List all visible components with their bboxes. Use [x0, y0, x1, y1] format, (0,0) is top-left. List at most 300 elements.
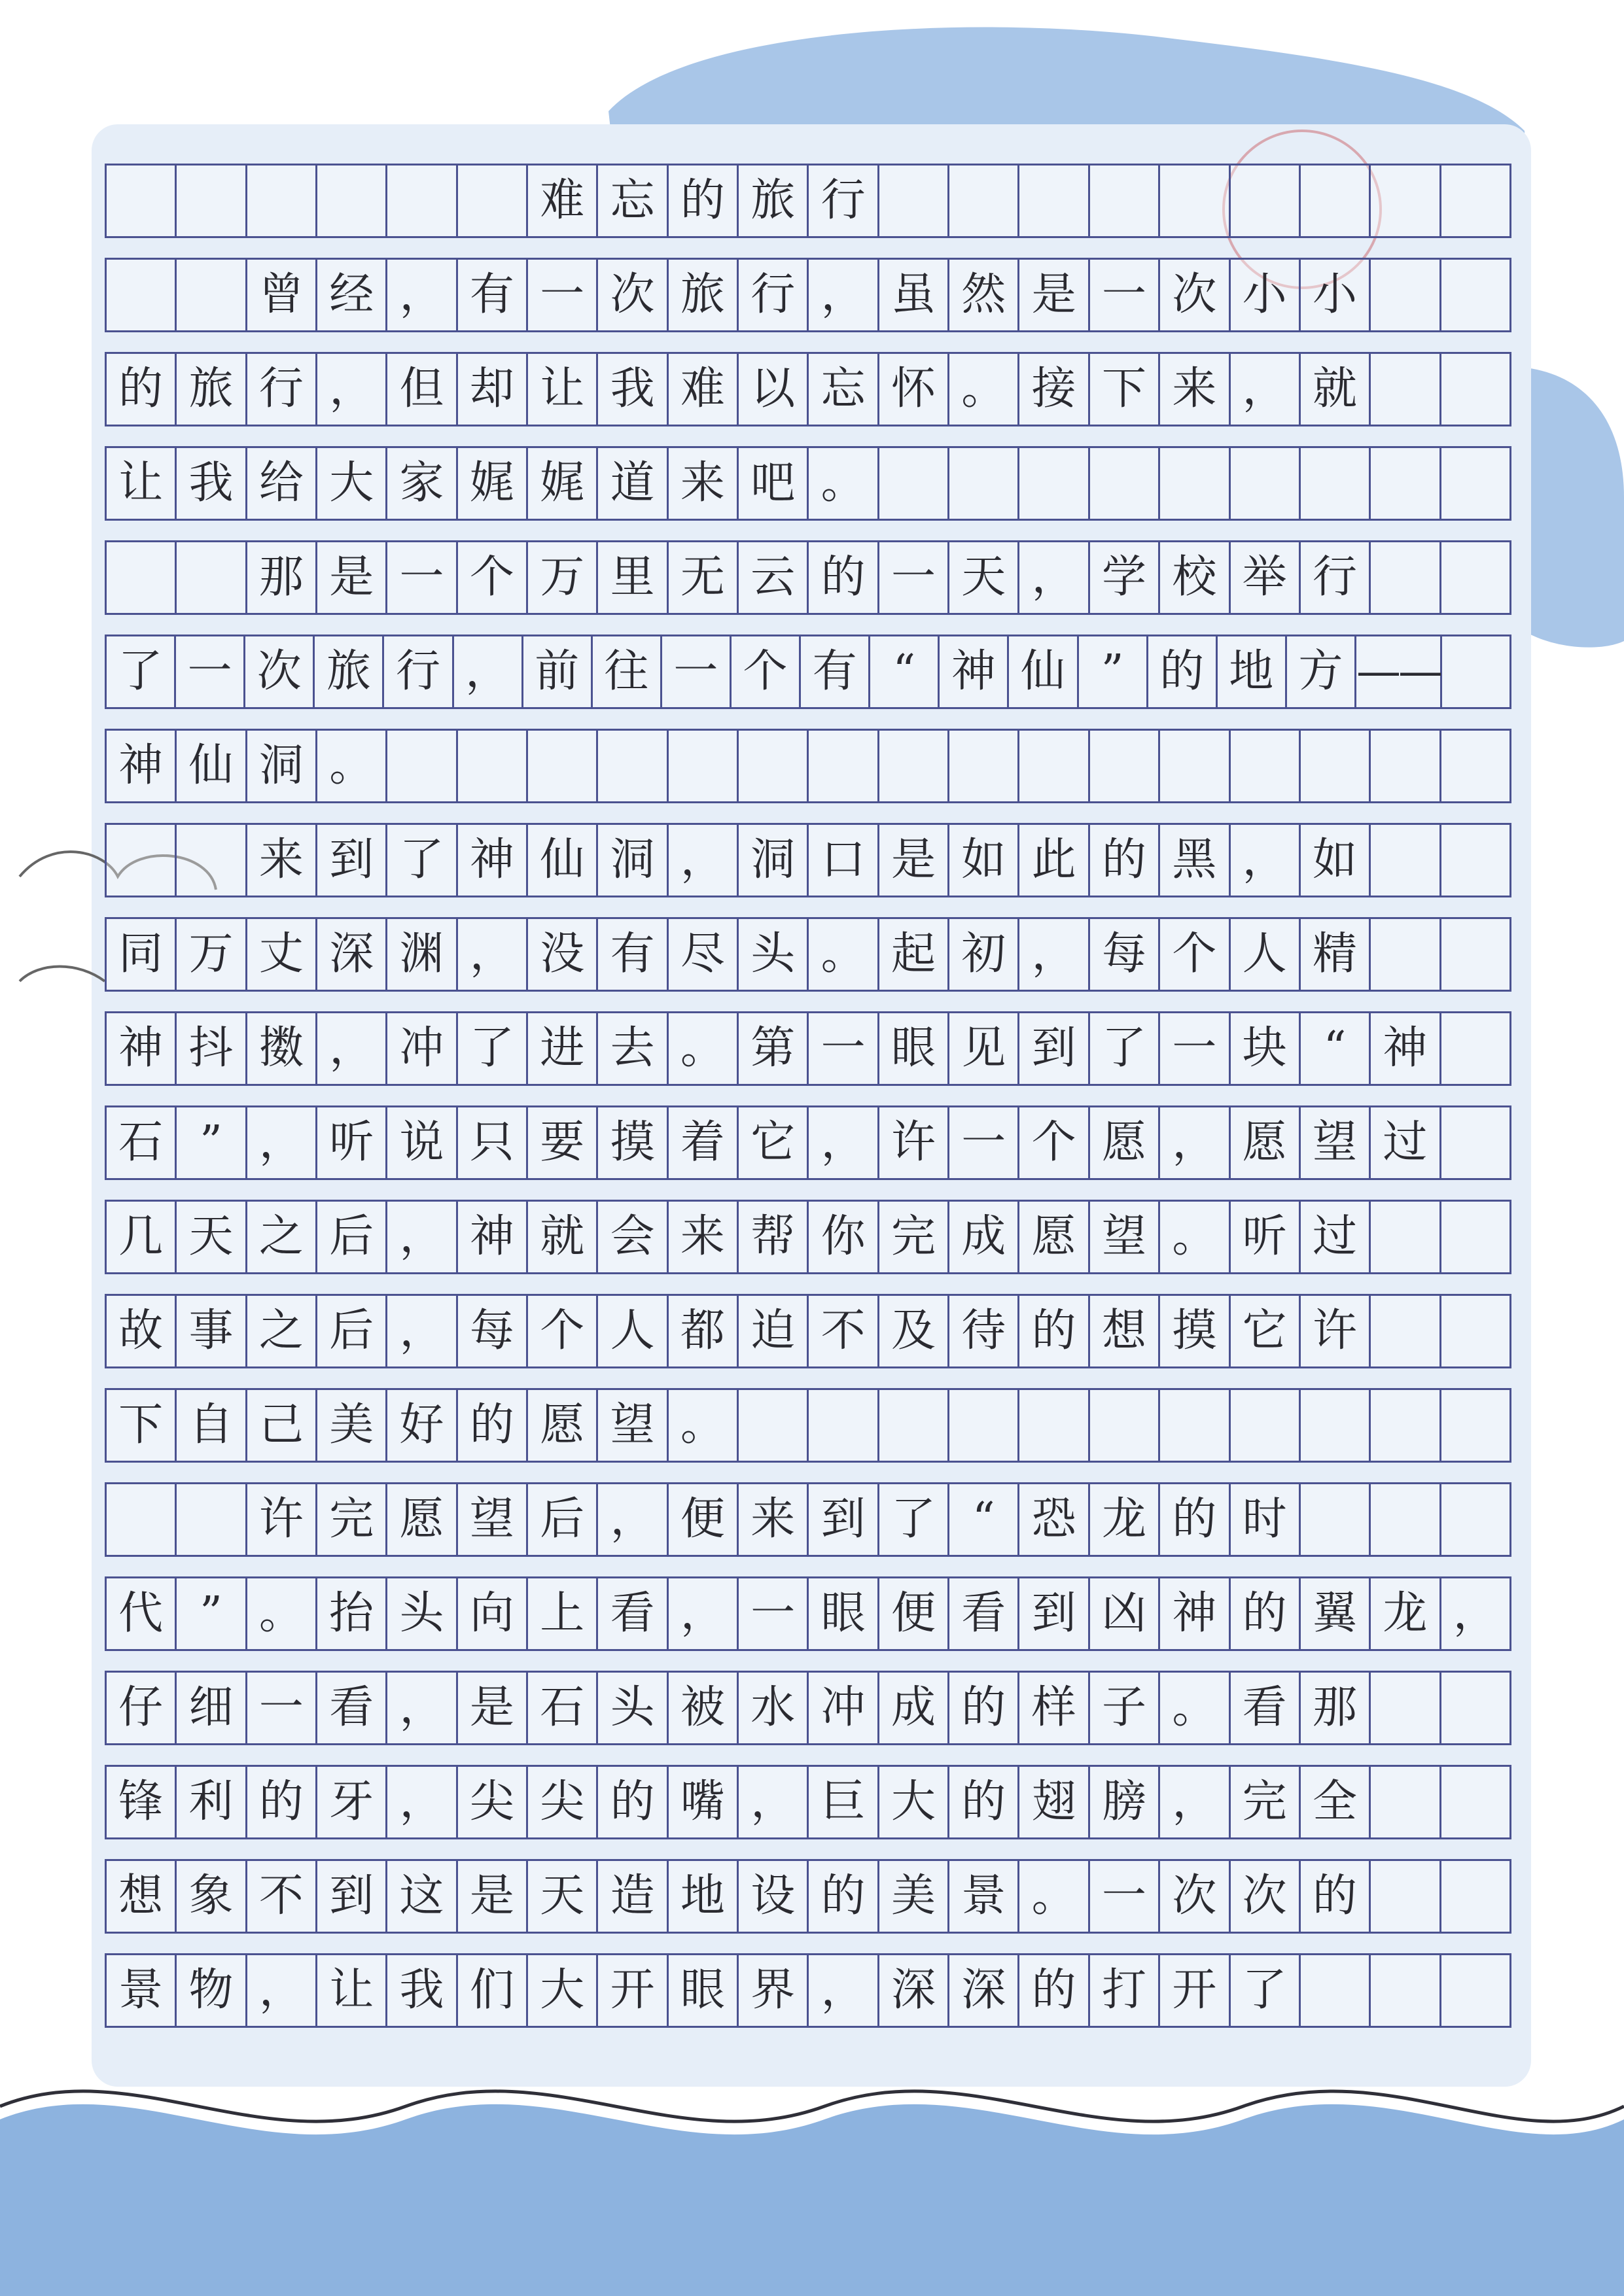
grid-cell [1441, 1202, 1509, 1272]
grid-cell: 一 [247, 1673, 317, 1743]
grid-cell [949, 1390, 1019, 1461]
grid-cell: 摸 [1160, 1296, 1230, 1366]
grid-cell: 样 [1019, 1673, 1089, 1743]
grid-cell: 我 [387, 1955, 457, 2026]
grid-cell: 见 [949, 1013, 1019, 1084]
grid-cell: 行 [809, 165, 879, 236]
grid-cell: 大 [317, 448, 387, 519]
grid-cell: 景 [949, 1861, 1019, 1932]
grid-cell: 的 [1301, 1861, 1371, 1932]
grid-cell [1371, 1955, 1441, 2026]
grid-cell: 次 [1160, 260, 1230, 330]
grid-cell: 。 [247, 1578, 317, 1649]
grid-cell: ” [177, 1578, 247, 1649]
grid-cell: 初 [949, 919, 1019, 990]
grid-cell: 。 [809, 919, 879, 990]
grid-cell: 的 [949, 1767, 1019, 1837]
grid-cell [1441, 542, 1509, 613]
grid-cell: 虽 [879, 260, 949, 330]
grid-cell: 每 [1090, 919, 1160, 990]
grid-cell: ， [317, 1013, 387, 1084]
grid-cell: 旅 [739, 165, 809, 236]
grid-cell: 全 [1301, 1767, 1371, 1837]
grid-cell: 了 [879, 1484, 949, 1555]
grid-cell [949, 448, 1019, 519]
grid-cell: 冲 [387, 1013, 457, 1084]
grid-cell: 仙 [528, 825, 598, 896]
grid-cell: 。 [1019, 1861, 1089, 1932]
grid-cell: 一 [1160, 1013, 1230, 1084]
grid-cell [1371, 1202, 1441, 1272]
grid-cell: 一 [1090, 1861, 1160, 1932]
grid-cell [598, 731, 668, 801]
grid-cell: 时 [1231, 1484, 1301, 1555]
grid-cell: 愿 [387, 1484, 457, 1555]
grid-cell: 道 [598, 448, 668, 519]
grid-cell: 有 [458, 260, 528, 330]
grid-cell: ， [454, 636, 523, 707]
grid-cell: 大 [879, 1767, 949, 1837]
grid-cell [669, 731, 739, 801]
grid-cell [1231, 448, 1301, 519]
grid-cell: 每 [458, 1296, 528, 1366]
text-row [105, 917, 1511, 992]
grid-cell [1371, 1296, 1441, 1366]
grid-cell: 上 [528, 1578, 598, 1649]
grid-cell: 愿 [528, 1390, 598, 1461]
grid-cell: —— [1356, 636, 1442, 707]
grid-cell: ， [387, 260, 457, 330]
grid-cell: 的 [1090, 825, 1160, 896]
grid-cell: 神 [107, 731, 177, 801]
grid-cell [107, 542, 177, 613]
grid-cell: 打 [1090, 1955, 1160, 2026]
grid-cell: 愿 [1231, 1107, 1301, 1178]
grid-cell [949, 165, 1019, 236]
grid-cell: 娓 [528, 448, 598, 519]
grid-cell: 神 [1160, 1578, 1230, 1649]
text-row [105, 1294, 1511, 1368]
grid-cell: 看 [1231, 1673, 1301, 1743]
grid-cell: 神 [1371, 1013, 1441, 1084]
grid-cell: ， [387, 1673, 457, 1743]
grid-cell: 个 [732, 636, 801, 707]
grid-cell: 尖 [528, 1767, 598, 1837]
grid-cell: 丈 [247, 919, 317, 990]
grid-cell: ， [1019, 542, 1089, 613]
grid-cell: 望 [458, 1484, 528, 1555]
grid-cell: 让 [107, 448, 177, 519]
grid-cell: 望 [1090, 1202, 1160, 1272]
grid-cell: 黑 [1160, 825, 1230, 896]
grid-cell: 象 [177, 1861, 247, 1932]
grid-cell: 迫 [739, 1296, 809, 1366]
grid-cell: 的 [1148, 636, 1218, 707]
grid-cell: 龙 [1371, 1578, 1441, 1649]
grid-cell: 不 [247, 1861, 317, 1932]
grid-cell: 来 [1160, 354, 1230, 425]
grid-cell: ， [247, 1107, 317, 1178]
grid-cell: 听 [317, 1107, 387, 1178]
grid-cell: 前 [523, 636, 593, 707]
grid-cell [949, 731, 1019, 801]
grid-cell [1441, 1861, 1509, 1932]
grid-cell: 经 [317, 260, 387, 330]
grid-cell: ， [669, 825, 739, 896]
grid-cell: 忘 [598, 165, 668, 236]
grid-cell: 恐 [1019, 1484, 1089, 1555]
grid-cell: 造 [598, 1861, 668, 1932]
grid-cell [1231, 165, 1301, 236]
grid-cell: 然 [949, 260, 1019, 330]
grid-cell: 许 [1301, 1296, 1371, 1366]
grid-cell: 擞 [247, 1013, 317, 1084]
grid-cell: 是 [317, 542, 387, 613]
grid-cell: 怀 [879, 354, 949, 425]
grid-cell: 举 [1231, 542, 1301, 613]
grid-cell: 小 [1301, 260, 1371, 330]
grid-cell [1301, 165, 1371, 236]
grid-cell: 来 [739, 1484, 809, 1555]
grid-cell: 一 [528, 260, 598, 330]
grid-cell: 头 [739, 919, 809, 990]
grid-cell: 水 [739, 1673, 809, 1743]
grid-cell [1160, 1390, 1230, 1461]
grid-cell: 们 [458, 1955, 528, 2026]
grid-cell: 个 [528, 1296, 598, 1366]
grid-cell: 就 [1301, 354, 1371, 425]
grid-cell: 后 [317, 1296, 387, 1366]
grid-cell: 成 [879, 1673, 949, 1743]
grid-cell [1371, 1390, 1441, 1461]
grid-cell: 洞 [598, 825, 668, 896]
grid-cell [1441, 731, 1509, 801]
grid-cell [1371, 731, 1441, 801]
grid-cell: 及 [879, 1296, 949, 1366]
grid-cell: 神 [940, 636, 1009, 707]
grid-cell: ， [1160, 1107, 1230, 1178]
grid-cell: 却 [458, 354, 528, 425]
grid-cell [1160, 448, 1230, 519]
grid-cell: 龙 [1090, 1484, 1160, 1555]
grid-cell: ” [1079, 636, 1148, 707]
grid-cell: 神 [458, 1202, 528, 1272]
grid-cell: 己 [247, 1390, 317, 1461]
grid-cell: 洞 [247, 731, 317, 801]
grid-cell: 吧 [739, 448, 809, 519]
grid-cell: 完 [317, 1484, 387, 1555]
grid-cell: 接 [1019, 354, 1089, 425]
grid-cell [1371, 1861, 1441, 1932]
grid-cell [879, 1390, 949, 1461]
grid-cell [177, 260, 247, 330]
grid-cell: 仔 [107, 1673, 177, 1743]
grid-cell: 。 [669, 1390, 739, 1461]
grid-cell [1442, 636, 1509, 707]
grid-cell: ， [809, 1107, 879, 1178]
grid-cell [1019, 165, 1089, 236]
grid-cell [1371, 1673, 1441, 1743]
grid-cell: 难 [528, 165, 598, 236]
grid-cell: 利 [177, 1767, 247, 1837]
grid-cell: 的 [1019, 1296, 1089, 1366]
grid-cell: 眼 [809, 1578, 879, 1649]
grid-cell: 锋 [107, 1767, 177, 1837]
grid-cell: 。 [669, 1013, 739, 1084]
grid-cell: 有 [801, 636, 870, 707]
grid-cell: 起 [879, 919, 949, 990]
grid-cell: 听 [1231, 1202, 1301, 1272]
grid-cell [1301, 731, 1371, 801]
grid-cell: 第 [739, 1013, 809, 1084]
grid-cell: ， [387, 1767, 457, 1837]
grid-cell [1441, 1673, 1509, 1743]
grid-cell: 凶 [1090, 1578, 1160, 1649]
grid-cell: 要 [528, 1107, 598, 1178]
grid-cell: 了 [107, 636, 176, 707]
grid-cell [107, 1484, 177, 1555]
grid-cell [1090, 1390, 1160, 1461]
grid-cell: 开 [1160, 1955, 1230, 2026]
grid-cell: ” [177, 1107, 247, 1178]
grid-cell: 一 [809, 1013, 879, 1084]
grid-cell: 曾 [247, 260, 317, 330]
grid-cell [107, 825, 177, 896]
grid-cell: 天 [949, 542, 1019, 613]
grid-cell: 一 [176, 636, 245, 707]
grid-cell: 一 [879, 542, 949, 613]
grid-cell [1371, 825, 1441, 896]
grid-cell: 个 [458, 542, 528, 613]
grid-cell: 的 [247, 1767, 317, 1837]
grid-cell [387, 731, 457, 801]
grid-cell [879, 448, 949, 519]
grid-cell: 头 [598, 1673, 668, 1743]
grid-cell [1301, 1484, 1371, 1555]
grid-cell [1301, 448, 1371, 519]
grid-cell: 便 [669, 1484, 739, 1555]
grid-cell [1090, 731, 1160, 801]
grid-cell: 万 [177, 919, 247, 990]
grid-cell: 给 [247, 448, 317, 519]
grid-cell: 的 [107, 354, 177, 425]
grid-cell: 方 [1287, 636, 1356, 707]
grid-cell [1371, 354, 1441, 425]
text-row [105, 635, 1511, 709]
grid-cell: 的 [809, 1861, 879, 1932]
grid-cell [1441, 919, 1509, 990]
grid-cell: 。 [1160, 1673, 1230, 1743]
grid-cell [1371, 165, 1441, 236]
grid-cell: 来 [247, 825, 317, 896]
grid-cell: 头 [387, 1578, 457, 1649]
grid-cell [809, 731, 879, 801]
grid-cell [1441, 165, 1509, 236]
grid-cell: ， [1453, 1588, 1498, 1639]
grid-cell: 。 [317, 731, 387, 801]
grid-cell: 神 [107, 1013, 177, 1084]
grid-cell: 一 [739, 1578, 809, 1649]
grid-cell: 后 [528, 1484, 598, 1555]
grid-cell: 下 [107, 1390, 177, 1461]
grid-cell: 望 [598, 1390, 668, 1461]
grid-cell: 行 [247, 354, 317, 425]
text-row [105, 1200, 1511, 1274]
grid-cell [809, 1390, 879, 1461]
grid-cell [1090, 165, 1160, 236]
grid-cell: ， [809, 260, 879, 330]
grid-cell: 子 [1090, 1673, 1160, 1743]
grid-cell: 了 [458, 1013, 528, 1084]
grid-cell [1301, 1955, 1371, 2026]
grid-cell [247, 165, 317, 236]
grid-cell: 旅 [669, 260, 739, 330]
grid-cell: 忘 [809, 354, 879, 425]
grid-cell [879, 731, 949, 801]
grid-cell [1371, 1484, 1441, 1555]
grid-cell: 的 [809, 542, 879, 613]
grid-cell: 神 [458, 825, 528, 896]
grid-cell [1371, 1767, 1441, 1837]
grid-cell [1441, 1107, 1509, 1178]
grid-cell [107, 260, 177, 330]
grid-cell: 个 [1019, 1107, 1089, 1178]
grid-cell: 摸 [598, 1107, 668, 1178]
grid-cell: 成 [949, 1202, 1019, 1272]
grid-cell: 但 [387, 354, 457, 425]
grid-cell [177, 1484, 247, 1555]
grid-cell: 到 [809, 1484, 879, 1555]
grid-cell [1441, 1767, 1509, 1837]
grid-cell: 人 [1231, 919, 1301, 990]
grid-cell: 人 [598, 1296, 668, 1366]
grid-cell: 一 [662, 636, 732, 707]
grid-cell [739, 1390, 809, 1461]
grid-cell [1441, 1390, 1509, 1461]
grid-cell: 就 [528, 1202, 598, 1272]
grid-cell [528, 731, 598, 801]
grid-cell: 到 [317, 1861, 387, 1932]
grid-cell: 旅 [177, 354, 247, 425]
text-row [105, 540, 1511, 615]
grid-cell: 向 [458, 1578, 528, 1649]
grid-cell: 眼 [879, 1013, 949, 1084]
text-row [105, 823, 1511, 897]
grid-cell: 次 [1231, 1861, 1301, 1932]
grid-cell: 有 [598, 919, 668, 990]
grid-cell [1371, 919, 1441, 990]
text-row [105, 1765, 1511, 1839]
grid-cell: 的 [598, 1767, 668, 1837]
grid-cell: 地 [669, 1861, 739, 1932]
grid-cell: 的 [669, 165, 739, 236]
grid-cell [1441, 1013, 1509, 1084]
grid-cell [107, 165, 177, 236]
grid-cell: 到 [317, 825, 387, 896]
grid-cell: 后 [317, 1202, 387, 1272]
grid-cell: 开 [598, 1955, 668, 2026]
grid-cell: 万 [528, 542, 598, 613]
grid-cell: 的 [1019, 1955, 1089, 2026]
grid-cell [1231, 731, 1301, 801]
grid-cell: 如 [1301, 825, 1371, 896]
grid-cell: 愿 [1019, 1202, 1089, 1272]
grid-cell: 望 [1301, 1107, 1371, 1178]
grid-cell: 石 [528, 1673, 598, 1743]
grid-cell: 难 [669, 354, 739, 425]
grid-cell: 过 [1371, 1107, 1441, 1178]
grid-cell: 牙 [317, 1767, 387, 1837]
grid-cell: 景 [107, 1955, 177, 2026]
text-row [105, 258, 1511, 332]
grid-cell: ， [1231, 825, 1301, 896]
grid-cell: 来 [669, 1202, 739, 1272]
grid-cell [1019, 448, 1089, 519]
grid-cell [458, 165, 528, 236]
grid-cell: ， [809, 1955, 879, 2026]
grid-cell: 是 [879, 825, 949, 896]
grid-cell [1301, 1390, 1371, 1461]
grid-cell: 看 [949, 1578, 1019, 1649]
grid-cell [177, 542, 247, 613]
grid-cell: 了 [1231, 1955, 1301, 2026]
grid-cell: ， [1019, 919, 1089, 990]
text-row [105, 1859, 1511, 1934]
grid-cell: 想 [107, 1861, 177, 1932]
grid-cell: 它 [1231, 1296, 1301, 1366]
grid-cell: 仙 [177, 731, 247, 801]
grid-cell: 下 [1090, 354, 1160, 425]
text-row [105, 352, 1511, 426]
grid-cell: 完 [879, 1202, 949, 1272]
grid-cell: 了 [387, 825, 457, 896]
grid-cell: 娓 [458, 448, 528, 519]
grid-cell [387, 165, 457, 236]
text-row [105, 1576, 1511, 1651]
grid-cell: 设 [739, 1861, 809, 1932]
grid-cell: 都 [669, 1296, 739, 1366]
grid-cell: 次 [1160, 1861, 1230, 1932]
grid-cell: 学 [1090, 542, 1160, 613]
grid-cell: 到 [1019, 1578, 1089, 1649]
grid-cell: 物 [177, 1955, 247, 2026]
grid-cell: 的 [458, 1390, 528, 1461]
grid-cell: 来 [669, 448, 739, 519]
grid-cell [1371, 542, 1441, 613]
grid-cell: 一 [387, 542, 457, 613]
grid-cell: 往 [593, 636, 662, 707]
grid-cell: 家 [387, 448, 457, 519]
grid-cell: 行 [384, 636, 453, 707]
grid-cell: 渊 [387, 919, 457, 990]
grid-cell: 一 [949, 1107, 1019, 1178]
grid-cell: 那 [1301, 1673, 1371, 1743]
grid-cell: 个 [1160, 919, 1230, 990]
grid-cell: 进 [528, 1013, 598, 1084]
grid-cell [1231, 1390, 1301, 1461]
grid-cell: 次 [598, 260, 668, 330]
grid-cell: 抬 [317, 1578, 387, 1649]
grid-cell: 说 [387, 1107, 457, 1178]
grid-cell [1160, 731, 1230, 801]
grid-cell: 美 [317, 1390, 387, 1461]
grid-cell: ， [1231, 354, 1301, 425]
grid-cell: 深 [949, 1955, 1019, 2026]
grid-cell: 膀 [1090, 1767, 1160, 1837]
grid-cell: 不 [809, 1296, 879, 1366]
grid-cell: ， [598, 1484, 668, 1555]
grid-cell: ， [317, 354, 387, 425]
